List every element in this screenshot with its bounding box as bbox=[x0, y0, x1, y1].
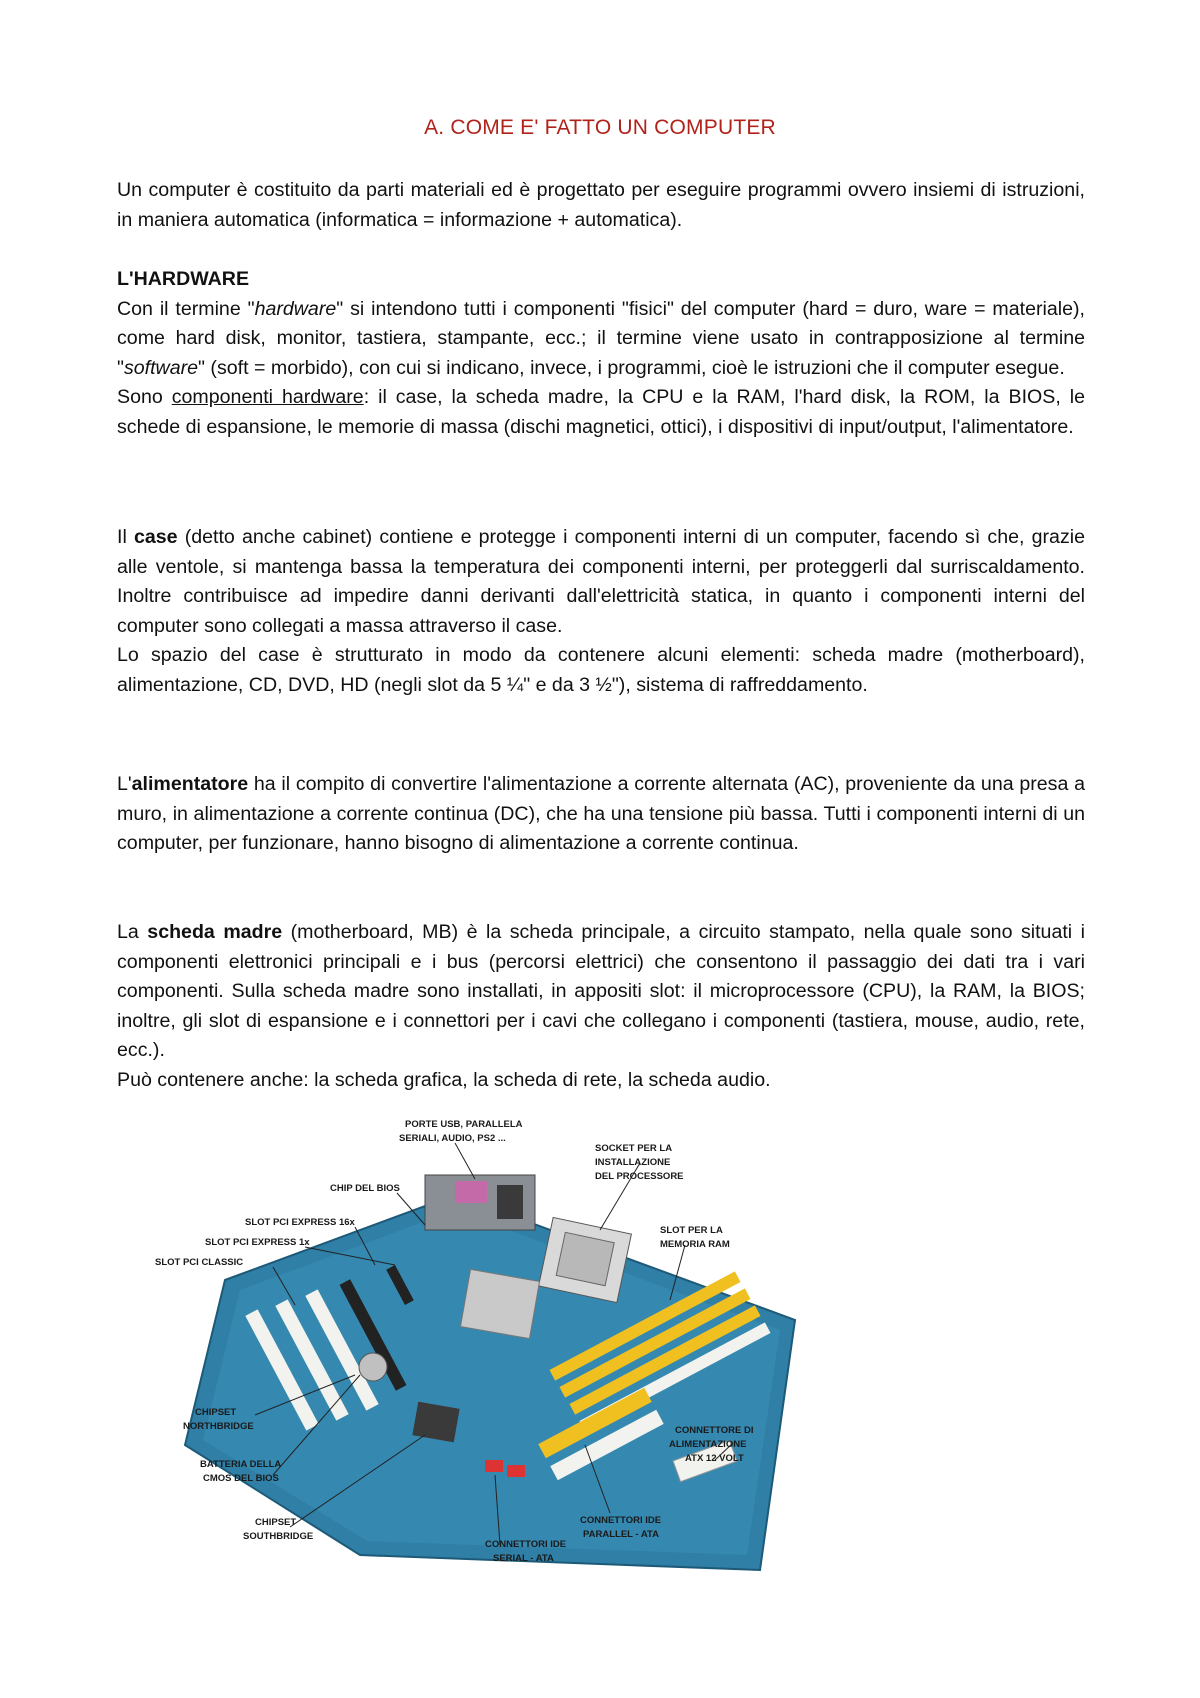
label-socket-2: INSTALLAZIONE bbox=[595, 1157, 671, 1168]
psu-term: alimentatore bbox=[131, 773, 249, 795]
text-span: Sono bbox=[117, 386, 172, 408]
case-paragraph-2: Lo spazio del case è strutturato in modo da contenere alcuni elementi: scheda madre (motherboard), alimentazione, CD, DVD, HD (negli slot da 5 ¼" e da 3 ½"), sistema di raffreddamento. bbox=[117, 644, 1085, 696]
hardware-paragraph-1 bbox=[117, 295, 1085, 384]
software-term: software bbox=[123, 356, 199, 379]
label-ide-1: CONNETTORI IDE bbox=[580, 1515, 662, 1526]
sata-connector bbox=[507, 1465, 525, 1477]
motherboard-section bbox=[117, 918, 1085, 1095]
label-power-1: CONNETTORE DI bbox=[675, 1425, 754, 1436]
label-sb-1: CHIPSET bbox=[255, 1517, 297, 1528]
intro-paragraph bbox=[117, 176, 1085, 235]
label-sata-1: CONNETTORI IDE bbox=[485, 1539, 567, 1550]
label-sata-2: SERIAL - ATA bbox=[493, 1553, 554, 1564]
case-term: case bbox=[133, 526, 178, 548]
hardware-heading: L'HARDWARE bbox=[117, 268, 250, 290]
label-bios-chip: CHIP DEL BIOS bbox=[330, 1183, 400, 1194]
audio-port-icon bbox=[497, 1185, 523, 1219]
page-title: A. COME E' FATTO UN COMPUTER bbox=[424, 116, 776, 139]
case-paragraph-1 bbox=[117, 523, 1085, 641]
label-sb-2: SOUTHBRIDGE bbox=[243, 1531, 314, 1542]
label-ports-2: SERIALI, AUDIO, PS2 ... bbox=[399, 1133, 506, 1144]
motherboard-term: scheda madre bbox=[147, 921, 283, 943]
text-span: L' bbox=[117, 773, 132, 795]
sata-connector bbox=[485, 1460, 503, 1472]
case-section bbox=[117, 523, 1085, 700]
southbridge-chip bbox=[412, 1402, 459, 1443]
motherboard-figure bbox=[155, 1115, 845, 1595]
label-socket-3: DEL PROCESSORE bbox=[595, 1171, 684, 1182]
hardware-section bbox=[117, 265, 1085, 442]
motherboard-illustration bbox=[155, 1115, 845, 1595]
intro-text: Un computer è costituito da parti materiali ed è progettato per eseguire programmi ovvero insiemi di istruzioni, in maniera automatica (informatica = informazione + automatica). bbox=[117, 179, 1085, 231]
label-power-3: ATX 12 VOLT bbox=[685, 1453, 744, 1464]
text-span: Il bbox=[117, 526, 134, 548]
cmos-battery bbox=[359, 1353, 387, 1381]
text-span: Con il termine " bbox=[117, 297, 255, 320]
label-ide-2: PARALLEL - ATA bbox=[583, 1529, 659, 1540]
label-pcie1: SLOT PCI EXPRESS 1x bbox=[205, 1237, 310, 1248]
label-nb-1: CHIPSET bbox=[195, 1407, 237, 1418]
motherboard-paragraph-2: Può contenere anche: la scheda grafica, la scheda di rete, la scheda audio. bbox=[117, 1068, 771, 1091]
label-batt-2: CMOS DEL BIOS bbox=[203, 1473, 279, 1484]
motherboard-paragraph-1 bbox=[117, 918, 1085, 1066]
label-ports-1: PORTE USB, PARALLELA bbox=[405, 1119, 523, 1130]
text-span: La bbox=[117, 921, 148, 943]
underlined-term: componenti hardware bbox=[171, 386, 364, 408]
label-ram-2: MEMORIA RAM bbox=[660, 1239, 730, 1250]
label-pcie16: SLOT PCI EXPRESS 16x bbox=[245, 1217, 355, 1228]
hardware-paragraph-2 bbox=[117, 383, 1085, 442]
label-power-2: ALIMENTAZIONE bbox=[669, 1439, 747, 1450]
hardware-term: hardware bbox=[254, 297, 337, 320]
psu-paragraph bbox=[117, 770, 1085, 859]
label-nb-2: NORTHBRIDGE bbox=[183, 1421, 254, 1432]
parallel-port-icon bbox=[455, 1181, 487, 1203]
label-socket-1: SOCKET PER LA bbox=[595, 1143, 673, 1154]
label-batt-1: BATTERIA DELLA bbox=[200, 1459, 282, 1470]
text-span: : il case, la scheda madre, la CPU e la RAM, l'hard disk, la ROM, la BIOS, le schede di espansione, le memorie di massa (dischi magnetici, ottici), i dispositivi di input/output, l'alimentatore. bbox=[117, 386, 1085, 438]
label-ram-1: SLOT PER LA bbox=[660, 1225, 723, 1236]
text-span: ha il compito di convertire l'alimentazione a corrente alternata (AC), proveniente da una presa a muro, in alimentazione a corrente continua (DC), che ha una tensione più bassa. Tutti i componenti interni di un computer, per funzionare, hanno bisogno di alimentazione a corrente continua. bbox=[117, 773, 1085, 854]
text-span: " si intendono tutti i componenti "fisici" del computer (hard = duro, ware = materiale), come hard disk, monitor, tastiera, stampante, ecc.; il termine viene usato in contrapposizione al termine " bbox=[117, 297, 1085, 379]
text-span: (detto anche cabinet) contiene e protegge i componenti interni di un computer, facendo sì che, grazie alle ventole, si mantenga bassa la temperatura dei componenti interni, per proteggerli dal surriscaldamento. Inoltre contribuisce ad impedire danni derivanti dall'elettricità statica, in quanto i componenti interni del computer sono collegati a massa attraverso il case. bbox=[117, 526, 1085, 637]
text-span: " (soft = morbido), con cui si indicano, invece, i programmi, cioè le istruzioni che il computer esegue. bbox=[198, 356, 1065, 379]
text-span: (motherboard, MB) è la scheda principale, a circuito stampato, nella quale sono situati i componenti elettronici principali e i bus (percorsi elettrici) che consentono il passaggio dei dati tra i vari componenti. Sulla scheda madre sono installati, in appositi slot: il microprocessore (CPU), la RAM, la BIOS; inoltre, gli slot di espansione e i connettori per i cavi che collegano i componenti (tastiera, mouse, audio, rete, ecc.). bbox=[117, 921, 1085, 1061]
psu-section bbox=[117, 770, 1085, 859]
label-pci: SLOT PCI CLASSIC bbox=[155, 1257, 244, 1268]
northbridge-heatsink bbox=[460, 1269, 539, 1338]
leader-line bbox=[455, 1143, 475, 1179]
